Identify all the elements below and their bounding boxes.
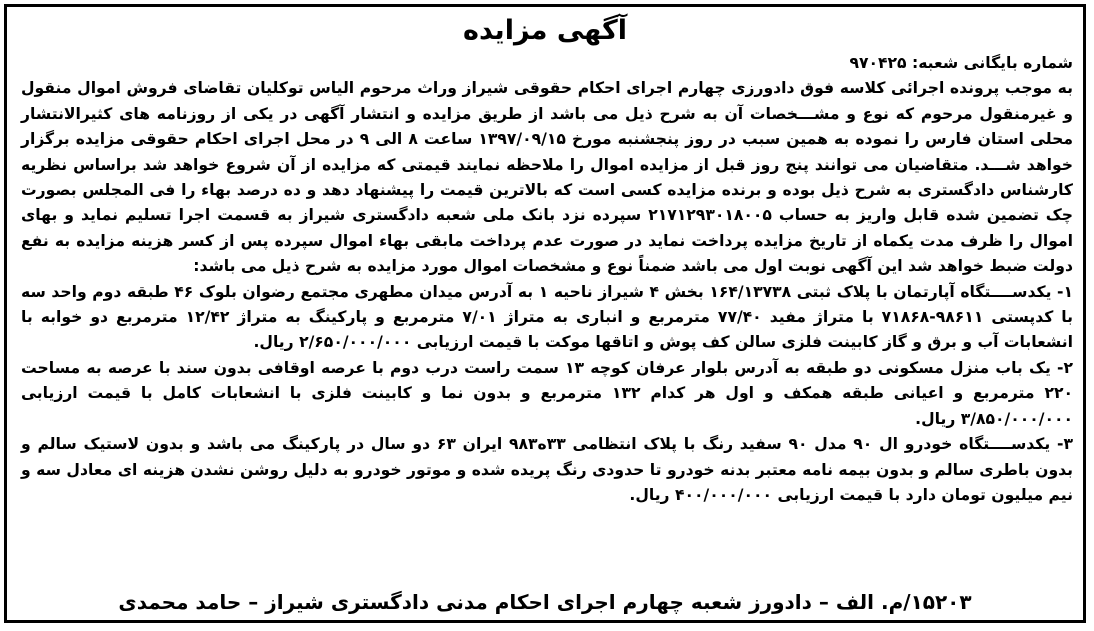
auction-notice <box>4 4 1086 623</box>
auction-item-3: ۳- یکدســــتگاه خودرو ال ۹۰ مدل ۹۰ سفید رنگ با پلاک انتظامی ۳۳ه۹۸۳ ایران ۶۳ دو سال در پارکینگ می باشد و بدون لاستیک سالم و بدون باطری سالم و بدون بیمه نامه معتبر بدنه خودرو تا حدودی رنگ پریده شده و موتور خودرو به دلیل روشن نشدن هزینه ای معادل سه و نیم میلیون تومان دارد با قیمت ارزیابی ۴۰۰/۰۰۰/۰۰۰ ریال. <box>21 435 1073 504</box>
auction-item-2: ۲- یک باب منزل مسکونی دو طبقه به آدرس بلوار عرفان کوچه ۱۳ سمت راست درب دوم با عرصه اوقافی بدون سند با عرصه به مساحت ۲۲۰ مترمربع و اعیانی طبقه همکف و اول هر کدام ۱۳۲ مترمربع و بدون نما و کابینت فلزی با انشعابات کامل با قیمت ارزیابی ۳/۸۵۰/۰۰۰/۰۰۰ ریال. <box>21 358 1073 428</box>
auction-item-1: ۱- یکدســــتگاه آپارتمان با پلاک ثبتی ۱۶۴/۱۳۷۳۸ بخش ۴ شیراز ناحیه ۱ به آدرس میدان مطهری مجتمع رضوان بلوک ۴۶ طبقه دوم واحد سه با کدپستی ۹۸۶۱۱-۷۱۸۶۸ با متراژ مفید ۷۷/۴۰ مترمربع و انباری به متراژ ۷/۰۱ مترمربع و پارکینگ به متراژ ۱۲/۴۲ مترمربع دو خوابه با انشعابات آب و برق و گاز کابینت فلزی سالن کف پوش و اتاقها موکت با قیمت ارزیابی ۲/۶۵۰/۰۰۰/۰۰۰ ریال. <box>21 282 1074 352</box>
notice-title: آگهی مزایده <box>463 15 627 46</box>
notice-body <box>7 51 1083 508</box>
notice-signature: ۱۵۲۰۳/م. الف – دادورز شعبه چهارم اجرای احکام مدنی دادگستری شیراز – حامد محمدی <box>118 590 972 614</box>
intro-paragraph: به موجب پرونده اجرائی کلاسه فوق دادورزی چهارم اجرای احکام حقوقی شیراز وراث مرحوم الیاس توکلیان تقاضای فروش اموال منقول و غیرمنقول مرحوم که نوع و مشـــخصات آن به شرح ذیل می باشد از طریق مزایده و انتشار آگهی در یکی از روزنامه های کثیرالانتشار محلی استان فارس را نموده به همین سبب در روز پنجشنبه مورخ ۱۳۹۷/۰۹/۱۵ ساعت ۸ الی ۹ در محل اجرای احکام حقوقی مزایده برگزار خواهد شـــد. متقاضیان می توانند پنج روز قبل از مزایده اموال را ملاحظه نمایند قیمتی که مزایده از آن شروع خواهد شد براساس نظریه کارشناس دادگستری به شرح ذیل بوده و برنده مزایده کسی است که بالاترین قیمت را پیشنهاد دهد و ده درصد بهاء را فی المجلس بصورت چک تضمین شده قابل واریز به حساب ۲۱۷۱۲۹۳۰۱۸۰۰۵ سپرده نزد بانک ملی شعبه دادگستری شیراز به قسمت اجرا تسلیم نماید و بهای اموال را ظرف مدت یکماه از تاریخ مزایده پرداخت نماید در صورت عدم پرداخت مابقی بهاء اموال سپرده پس از کسر هزینه مزایده به نفع دولت ضبط خواهد شد این آگهی نوبت اول می باشد ضمناً نوع و مشخصات اموال مورد مزایده به شرح ذیل می باشد: <box>21 79 1073 276</box>
archive-number: شماره بایگانی شعبه: ۹۷۰۴۲۵ <box>849 54 1073 72</box>
